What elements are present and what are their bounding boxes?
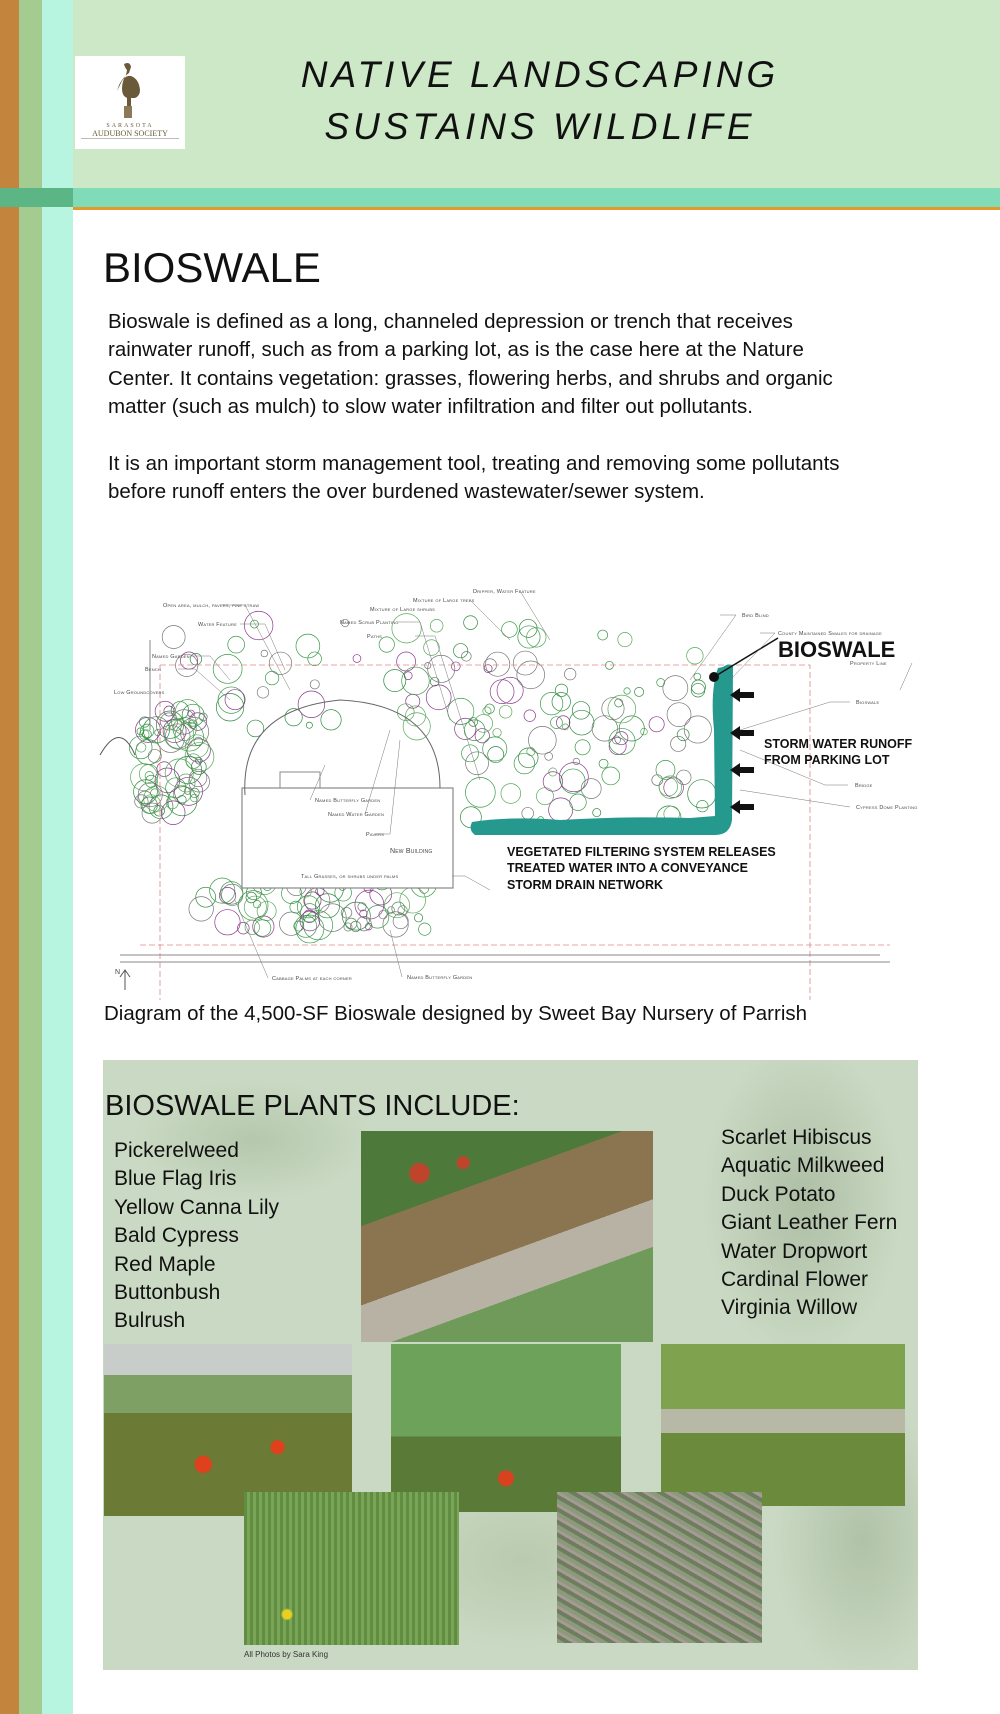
plant-symbol — [169, 719, 181, 731]
plant-symbol — [397, 652, 416, 671]
plant-symbol — [602, 697, 624, 719]
plant-symbol — [430, 619, 443, 632]
plant-symbol — [497, 677, 523, 703]
photo-groundcover — [557, 1492, 762, 1643]
plant-symbol — [528, 726, 556, 754]
plant-symbol — [237, 922, 249, 934]
plant-symbol — [462, 651, 472, 661]
page-title-line1: NATIVE LANDSCAPING — [300, 54, 780, 95]
plant-symbol — [687, 647, 704, 664]
photo-bioswale-rocks — [361, 1131, 653, 1342]
plant-symbol — [559, 763, 588, 792]
label: Low Groundcovers — [114, 690, 165, 696]
label: Water Feature — [198, 622, 237, 628]
photo-bulrush — [244, 1492, 459, 1645]
orange-rule — [73, 207, 1000, 210]
vegetated-label: VEGETATED FILTERING SYSTEM RELEASES — [507, 845, 776, 859]
plant-symbol — [298, 691, 325, 718]
plant-symbol — [490, 680, 514, 704]
plant-symbol — [220, 882, 243, 905]
plant-item: Duck Potato — [721, 1182, 836, 1206]
plant-symbol — [524, 710, 536, 722]
plant-symbol — [174, 756, 201, 783]
pelican-icon — [110, 60, 150, 118]
section-heading: BIOSWALE — [103, 244, 321, 291]
plant-symbol — [502, 622, 518, 638]
plant-symbol — [569, 710, 594, 735]
label: Bench — [145, 667, 162, 673]
photo-lilies — [661, 1344, 905, 1506]
label: Named Butterfly Garden — [407, 975, 473, 981]
plant-symbol — [552, 693, 570, 711]
plant-symbol — [257, 687, 269, 699]
plant-item: Scarlet Hibiscus — [721, 1126, 872, 1149]
plant-symbol — [513, 651, 537, 675]
plant-item: Aquatic Milkweed — [721, 1154, 885, 1178]
plant-symbol — [254, 920, 271, 937]
label: Bridge — [855, 783, 873, 789]
plant-symbol — [581, 779, 601, 799]
plant-symbol — [295, 916, 317, 938]
plant-symbol — [555, 684, 567, 696]
label: Cypress Dome Planting — [856, 805, 918, 811]
plant-symbol — [663, 676, 688, 701]
label: Named Garden — [152, 654, 190, 660]
plant-symbol — [464, 616, 478, 630]
plant-item: Buttonbush — [114, 1281, 221, 1305]
plant-symbol — [321, 710, 341, 730]
plant-item: Cardinal Flower — [721, 1268, 869, 1292]
plant-symbol — [483, 737, 507, 761]
plant-symbol — [694, 673, 701, 680]
intro-text — [108, 308, 868, 534]
plant-item: Yellow Canna Lily — [114, 1195, 279, 1219]
plant-symbol — [139, 717, 149, 727]
label: Named Butterfly Garden — [315, 798, 381, 804]
plant-symbol — [667, 703, 691, 727]
plant-symbol — [306, 722, 312, 728]
orange-stripe — [0, 0, 19, 1714]
plant-symbol — [570, 794, 587, 811]
label: Named Scrub Planting — [340, 620, 399, 626]
plant-list-left — [114, 1137, 279, 1336]
plant-symbol — [300, 904, 318, 922]
plant-symbol — [308, 652, 322, 666]
plant-symbol — [189, 897, 213, 921]
plant-symbol — [428, 655, 455, 682]
plant-list-right — [721, 1124, 897, 1323]
plant-symbol — [609, 738, 626, 755]
label: Tall Grasses, or shrubs under palms — [301, 874, 399, 880]
plant-symbol — [485, 704, 495, 714]
logo-text-top: SARASOTA — [106, 123, 154, 129]
bioswale-channel — [471, 665, 733, 836]
plant-symbol — [136, 743, 145, 752]
label: Property Line — [850, 661, 887, 667]
plant-symbol — [384, 669, 406, 691]
plant-symbol — [676, 770, 691, 785]
plant-symbol — [564, 668, 576, 680]
plants-heading: BIOSWALE PLANTS INCLUDE: — [105, 1090, 520, 1122]
plant-symbol — [426, 685, 451, 710]
plant-symbol — [527, 748, 535, 756]
plant-symbol — [448, 698, 474, 724]
plant-symbol — [358, 903, 366, 911]
plant-symbol — [215, 910, 240, 935]
label: Cabbage Palms at each corner — [272, 976, 352, 982]
plant-symbol — [353, 655, 361, 663]
plant-symbol — [692, 680, 706, 694]
plant-symbol — [652, 775, 663, 786]
plant-symbol — [522, 807, 534, 819]
page-title-line2: SUSTAINS WILDLIFE — [324, 106, 756, 147]
photo-grasses — [391, 1344, 621, 1512]
plant-symbol — [148, 749, 161, 762]
north-label: N — [115, 969, 121, 976]
plant-symbol — [575, 740, 590, 755]
plant-symbol — [261, 650, 268, 657]
plant-item: Bald Cypress — [114, 1224, 239, 1248]
label: Bioswale — [856, 700, 880, 706]
plant-symbol — [592, 716, 617, 741]
plant-symbol — [598, 630, 608, 640]
plant-symbol — [483, 707, 491, 715]
vegetated-label: TREATED WATER INTO A CONVEYANCE — [507, 861, 748, 875]
plant-symbol — [296, 634, 320, 658]
plant-symbol — [357, 916, 372, 931]
runoff-label: STORM WATER RUNOFF — [764, 737, 913, 751]
plant-symbol — [599, 759, 608, 768]
plant-symbol — [244, 611, 273, 640]
plant-symbol — [649, 717, 664, 732]
diagram-caption: Diagram of the 4,500-SF Bioswale designed by Sweet Bay Nursery of Parrish — [104, 1002, 808, 1025]
plant-symbol — [162, 626, 185, 649]
plant-symbol — [304, 892, 321, 909]
plant-symbol — [540, 692, 562, 714]
plant-symbol — [225, 690, 245, 710]
plant-symbol — [518, 626, 540, 648]
plant-symbol — [536, 788, 553, 805]
plant-symbol — [455, 718, 476, 739]
plant-symbol — [451, 662, 460, 671]
plant-symbol — [246, 892, 257, 903]
runoff-label: FROM PARKING LOT — [764, 753, 890, 767]
paragraph: Bioswale is defined as a long, channeled depression or trench that receives rainwater runoff, such as from a parking lot, as is the case here at the Nature Center. It contains vegetation: grasses, flowering herbs, and shrubs and organic matter (such as mulch) to slow water infiltration and filter out pollutants. — [108, 310, 833, 419]
label: New Building — [390, 848, 433, 855]
plant-symbol — [635, 687, 644, 696]
plant-symbol — [493, 728, 501, 736]
plant-symbol — [677, 729, 689, 741]
plant-symbol — [615, 699, 623, 707]
plant-symbol — [514, 753, 535, 774]
plant-item: Red Maple — [114, 1252, 216, 1276]
plant-symbol — [156, 711, 183, 738]
plant-item: Giant Leather Fern — [721, 1211, 898, 1235]
label: County Maintained Swales for drainage — [778, 631, 882, 637]
label: Open area, mulch, pavers, pine straw — [163, 603, 260, 609]
label: Dripper, Water Feature — [473, 589, 536, 595]
plant-symbol — [545, 752, 553, 760]
label: Bird Blind — [742, 613, 769, 619]
paragraph: It is an important storm management tool, treating and removing some pollutants before runoff enters the over burdened wastewater/sewer system. — [108, 451, 840, 504]
logo-text-bottom: AUDUBON SOCIETY — [81, 129, 179, 139]
plant-item: Pickerelweed — [114, 1139, 239, 1162]
plant-symbol — [688, 780, 716, 808]
plant-symbol — [414, 914, 422, 922]
plant-symbol — [310, 680, 319, 689]
plant-symbol — [608, 695, 636, 723]
vegetated-label: STORM DRAIN NETWORK — [507, 878, 664, 892]
plant-item: Water Dropwort — [721, 1239, 868, 1263]
plant-symbol — [419, 923, 431, 935]
label: Named Water Garden — [328, 812, 385, 818]
header-band-overlap — [0, 188, 73, 207]
header-band — [0, 188, 1000, 207]
plant-item: Virginia Willow — [721, 1296, 858, 1320]
plant-symbol — [228, 636, 245, 653]
green-stripe — [19, 0, 42, 1714]
plant-item: Bulrush — [114, 1309, 186, 1333]
bioswale-site-diagram — [90, 580, 940, 1000]
plant-symbol — [659, 776, 681, 798]
plant-symbol — [602, 767, 620, 785]
photo-credit: All Photos by Sara King — [244, 1650, 329, 1659]
plant-symbol — [280, 912, 303, 935]
plant-symbol — [265, 671, 279, 685]
plant-symbol — [573, 758, 579, 764]
plant-symbol — [499, 705, 512, 718]
plant-symbol — [392, 614, 421, 643]
plant-symbol — [393, 914, 408, 929]
plant-symbol — [556, 716, 569, 729]
plant-symbol — [196, 758, 202, 764]
plant-symbol — [697, 800, 708, 811]
label: Mixture of Large shrubs — [370, 607, 436, 613]
plant-symbol — [618, 632, 632, 646]
plant-symbol — [465, 777, 495, 807]
plant-item: Blue Flag Iris — [114, 1167, 237, 1191]
label: Mixture of Large trees — [413, 598, 475, 604]
plant-symbol — [656, 760, 675, 779]
plant-symbol — [501, 784, 521, 804]
road-lines — [120, 640, 890, 962]
mint-stripe — [42, 0, 73, 1714]
plant-symbol — [593, 809, 601, 817]
plant-symbol — [185, 735, 208, 758]
plant-symbol — [175, 699, 200, 724]
plant-symbol — [475, 729, 489, 743]
label: Paths — [367, 634, 383, 640]
plant-symbol — [157, 762, 172, 777]
plant-symbol — [684, 716, 711, 743]
photo-firebush — [104, 1344, 352, 1516]
plant-symbol — [691, 683, 705, 697]
label: Pavers — [366, 832, 385, 838]
plant-symbols — [129, 611, 716, 943]
plant-symbol — [624, 688, 630, 694]
plant-symbol — [213, 654, 242, 683]
bioswale-label: BIOSWALE — [778, 637, 896, 662]
plant-symbol — [549, 798, 573, 822]
plant-symbol — [136, 740, 161, 765]
plant-symbol — [453, 644, 467, 658]
